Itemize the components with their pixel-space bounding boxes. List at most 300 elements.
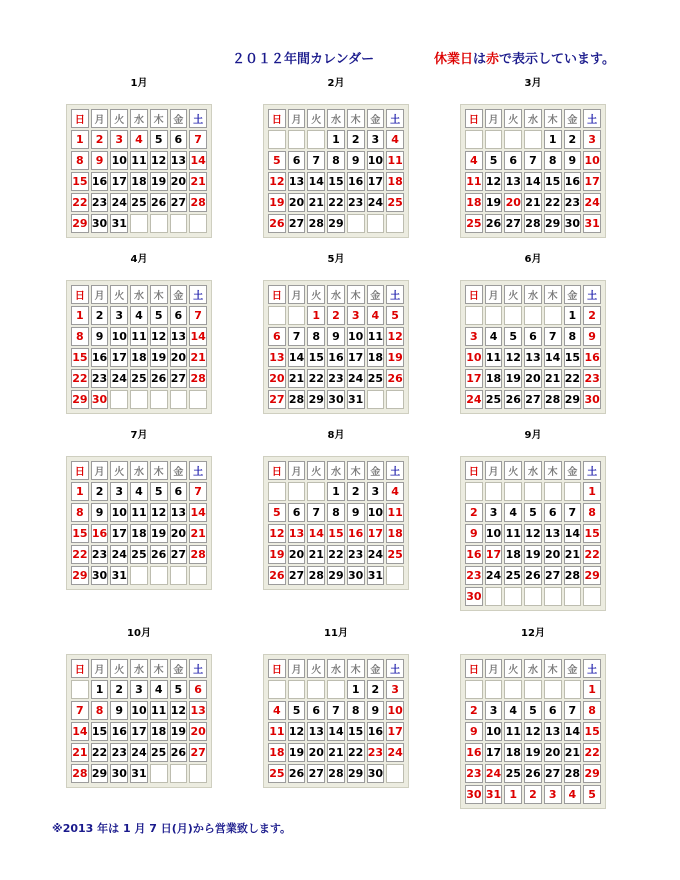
day-cell: 13 [170,327,188,346]
week-row [268,348,404,367]
day-cell: 26 [524,566,542,585]
day-cell: 17 [130,722,148,741]
day-cell: 26 [288,764,306,783]
weekday-header: 水 [327,109,345,128]
day-cell: 10 [485,524,503,543]
day-cell: 23 [347,545,365,564]
weekday-header: 火 [504,285,522,304]
weekday-header: 水 [524,659,542,678]
empty-day-cell [268,306,286,325]
day-cell: 22 [583,545,601,564]
weekday-header: 月 [288,659,306,678]
day-cell: 9 [367,701,385,720]
day-cell: 6 [288,503,306,522]
day-cell: 8 [71,151,89,170]
day-cell: 28 [189,193,207,212]
day-cell: 23 [583,369,601,388]
empty-day-cell [189,390,207,409]
day-cell: 13 [504,172,522,191]
weekday-header-row [465,285,601,304]
day-cell: 15 [71,524,89,543]
month-grid [266,657,406,785]
day-cell: 9 [91,151,109,170]
day-cell: 11 [130,151,148,170]
weekday-header: 水 [327,461,345,480]
month-label: 12月 [521,628,545,639]
weekday-header: 金 [564,461,582,480]
weekday-header: 木 [347,285,365,304]
week-row [268,369,404,388]
weekday-header: 日 [268,109,286,128]
weekday-header: 金 [170,109,188,128]
month-calendar [66,429,212,590]
day-cell: 22 [327,193,345,212]
day-cell: 3 [485,503,503,522]
day-cell: 19 [170,722,188,741]
day-cell: 4 [485,327,503,346]
weekday-header: 月 [91,659,109,678]
day-cell: 19 [485,193,503,212]
weekday-header: 月 [91,461,109,480]
day-cell: 6 [170,130,188,149]
day-cell: 23 [347,193,365,212]
week-row [71,327,207,346]
day-cell: 25 [130,369,148,388]
month-grid [463,283,603,411]
empty-day-cell [307,130,325,149]
month-grid-frame [460,280,606,414]
day-cell: 12 [150,327,168,346]
week-row [268,482,404,501]
weekday-header: 木 [544,461,562,480]
day-cell: 7 [189,130,207,149]
weekday-header: 月 [91,285,109,304]
day-cell: 30 [367,764,385,783]
day-cell: 22 [71,545,89,564]
week-row [268,130,404,149]
week-row [268,390,404,409]
day-cell: 18 [485,369,503,388]
day-cell: 21 [327,743,345,762]
day-cell: 13 [307,722,325,741]
day-cell: 25 [268,764,286,783]
day-cell: 17 [386,722,404,741]
empty-day-cell [367,390,385,409]
empty-day-cell [307,482,325,501]
empty-day-cell [485,130,503,149]
empty-day-cell [386,764,404,783]
empty-day-cell [288,680,306,699]
day-cell: 30 [91,390,109,409]
day-cell: 27 [524,390,542,409]
weekday-header-row [268,461,404,480]
weekday-header-row [71,109,207,128]
month-calendar [263,77,409,238]
weekday-header: 木 [347,659,365,678]
weekday-header: 水 [524,285,542,304]
day-cell: 28 [189,545,207,564]
day-cell: 15 [327,524,345,543]
day-cell: 18 [268,743,286,762]
day-cell: 6 [544,701,562,720]
day-cell: 4 [130,482,148,501]
day-cell: 18 [150,722,168,741]
empty-day-cell [268,482,286,501]
day-cell: 29 [327,566,345,585]
empty-day-cell [347,214,365,233]
day-cell: 27 [544,566,562,585]
month-label: 4月 [130,254,148,265]
month-grid-frame [263,456,409,590]
week-row [71,722,207,741]
day-cell: 2 [347,130,365,149]
weekday-header: 火 [307,461,325,480]
day-cell: 11 [504,524,522,543]
month-label: 5月 [327,254,345,265]
empty-day-cell [544,680,562,699]
day-cell: 25 [504,566,522,585]
weekday-header-row [71,659,207,678]
empty-day-cell [504,306,522,325]
weekday-header: 木 [150,285,168,304]
week-row [465,701,601,720]
week-row [71,214,207,233]
day-cell: 22 [347,743,365,762]
day-cell: 31 [130,764,148,783]
day-cell: 29 [71,566,89,585]
day-cell: 5 [524,503,542,522]
weekday-header-row [268,659,404,678]
weekday-header: 火 [110,659,128,678]
month-calendar [460,627,606,809]
weekday-header-row [268,109,404,128]
day-cell: 9 [91,327,109,346]
day-cell: 20 [189,722,207,741]
day-cell: 13 [288,172,306,191]
day-cell: 29 [544,214,562,233]
weekday-header: 土 [386,461,404,480]
day-cell: 31 [110,214,128,233]
day-cell: 5 [386,306,404,325]
day-cell: 5 [524,701,542,720]
day-cell: 25 [130,193,148,212]
day-cell: 13 [544,722,562,741]
day-cell: 29 [71,214,89,233]
day-cell: 3 [110,306,128,325]
calendar-title: ２０１２年間カレンダー [232,52,375,67]
empty-day-cell [465,306,483,325]
empty-day-cell [130,390,148,409]
weekday-header: 土 [189,461,207,480]
empty-day-cell [150,566,168,585]
day-cell: 8 [91,701,109,720]
day-cell: 6 [504,151,522,170]
day-cell: 13 [288,524,306,543]
empty-day-cell [465,130,483,149]
day-cell: 9 [91,503,109,522]
weekday-header: 火 [504,461,522,480]
weekday-header: 月 [91,109,109,128]
day-cell: 3 [386,680,404,699]
week-row [465,348,601,367]
day-cell: 10 [347,327,365,346]
day-cell: 13 [544,524,562,543]
day-cell: 2 [91,482,109,501]
day-cell: 16 [91,172,109,191]
day-cell: 2 [465,503,483,522]
day-cell: 31 [485,785,503,804]
empty-day-cell [504,130,522,149]
month-calendar [460,253,606,414]
week-row [71,151,207,170]
day-cell: 1 [71,130,89,149]
day-cell: 22 [544,193,562,212]
day-cell: 12 [268,524,286,543]
day-cell: 10 [485,722,503,741]
day-cell: 3 [130,680,148,699]
day-cell: 14 [189,327,207,346]
month-calendar [460,77,606,238]
day-cell: 2 [524,785,542,804]
day-cell: 7 [189,482,207,501]
day-cell: 18 [130,172,148,191]
weekday-header: 金 [170,461,188,480]
day-cell: 10 [130,701,148,720]
day-cell: 20 [524,369,542,388]
day-cell: 24 [583,193,601,212]
day-cell: 10 [110,327,128,346]
day-cell: 23 [91,193,109,212]
day-cell: 9 [327,327,345,346]
day-cell: 3 [110,130,128,149]
empty-day-cell [544,587,562,606]
day-cell: 5 [583,785,601,804]
day-cell: 5 [288,701,306,720]
empty-day-cell [485,587,503,606]
week-row [465,503,601,522]
weekday-header: 木 [150,109,168,128]
weekday-header: 日 [71,109,89,128]
day-cell: 18 [130,524,148,543]
day-cell: 11 [367,327,385,346]
day-cell: 5 [150,130,168,149]
day-cell: 18 [504,545,522,564]
day-cell: 18 [386,172,404,191]
day-cell: 4 [465,151,483,170]
day-cell: 22 [91,743,109,762]
month-grid [69,459,209,587]
day-cell: 4 [504,701,522,720]
month-calendar [66,627,212,788]
day-cell: 12 [504,348,522,367]
weekday-header: 木 [544,109,562,128]
day-cell: 16 [91,524,109,543]
day-cell: 3 [347,306,365,325]
week-row [465,566,601,585]
day-cell: 19 [288,743,306,762]
empty-day-cell [485,680,503,699]
day-cell: 19 [150,524,168,543]
day-cell: 15 [583,524,601,543]
day-cell: 4 [564,785,582,804]
day-cell: 4 [150,680,168,699]
day-cell: 14 [189,503,207,522]
day-cell: 25 [485,390,503,409]
day-cell: 22 [327,545,345,564]
empty-day-cell [564,587,582,606]
month-grid [463,107,603,235]
day-cell: 28 [544,390,562,409]
weekday-header: 日 [465,461,483,480]
day-cell: 6 [544,503,562,522]
empty-day-cell [485,306,503,325]
weekday-header: 土 [189,109,207,128]
day-cell: 15 [347,722,365,741]
day-cell: 17 [485,545,503,564]
weekday-header-row [71,461,207,480]
weekday-header: 日 [71,285,89,304]
day-cell: 2 [91,130,109,149]
day-cell: 8 [583,503,601,522]
week-row [71,172,207,191]
empty-day-cell [544,306,562,325]
week-row [71,390,207,409]
empty-day-cell [524,680,542,699]
day-cell: 13 [170,151,188,170]
day-cell: 31 [110,566,128,585]
day-cell: 25 [150,743,168,762]
month-grid-frame [460,104,606,238]
day-cell: 9 [583,327,601,346]
day-cell: 1 [583,482,601,501]
day-cell: 17 [583,172,601,191]
day-cell: 29 [91,764,109,783]
day-cell: 12 [485,172,503,191]
day-cell: 29 [71,390,89,409]
day-cell: 25 [130,545,148,564]
day-cell: 4 [268,701,286,720]
day-cell: 21 [71,743,89,762]
day-cell: 8 [544,151,562,170]
day-cell: 14 [327,722,345,741]
empty-day-cell [386,566,404,585]
month-grid-frame [263,280,409,414]
week-row [71,369,207,388]
month-calendar [263,429,409,590]
day-cell: 2 [583,306,601,325]
day-cell: 23 [465,566,483,585]
day-cell: 27 [288,214,306,233]
day-cell: 6 [524,327,542,346]
day-cell: 9 [465,524,483,543]
page-title [0,48,680,68]
day-cell: 30 [564,214,582,233]
day-cell: 27 [170,369,188,388]
day-cell: 16 [327,348,345,367]
day-cell: 27 [307,764,325,783]
month-calendar [66,253,212,414]
day-cell: 14 [71,722,89,741]
month-grid [69,657,209,785]
day-cell: 5 [485,151,503,170]
month-label: 7月 [130,430,148,441]
day-cell: 26 [150,193,168,212]
month-label: 8月 [327,430,345,441]
day-cell: 9 [347,503,365,522]
day-cell: 5 [150,482,168,501]
day-cell: 25 [367,369,385,388]
week-row [71,306,207,325]
weekday-header: 金 [367,285,385,304]
empty-day-cell [170,214,188,233]
weekday-header: 木 [150,461,168,480]
empty-day-cell [189,214,207,233]
day-cell: 23 [367,743,385,762]
month-label: 6月 [524,254,542,265]
week-row [268,545,404,564]
day-cell: 9 [564,151,582,170]
day-cell: 4 [130,306,148,325]
day-cell: 30 [110,764,128,783]
day-cell: 1 [347,680,365,699]
weekday-header: 月 [485,659,503,678]
day-cell: 1 [71,482,89,501]
day-cell: 21 [307,545,325,564]
day-cell: 28 [564,566,582,585]
day-cell: 4 [367,306,385,325]
week-row [465,482,601,501]
week-row [465,680,601,699]
day-cell: 7 [307,151,325,170]
day-cell: 21 [564,545,582,564]
day-cell: 21 [564,743,582,762]
day-cell: 8 [327,151,345,170]
day-cell: 30 [465,785,483,804]
day-cell: 26 [150,369,168,388]
day-cell: 22 [307,369,325,388]
empty-day-cell [268,130,286,149]
weekday-header: 日 [268,659,286,678]
month-calendar [460,429,606,611]
week-row [465,545,601,564]
day-cell: 6 [170,306,188,325]
day-cell: 2 [327,306,345,325]
day-cell: 10 [367,151,385,170]
week-row [71,130,207,149]
day-cell: 1 [71,306,89,325]
week-row [465,172,601,191]
day-cell: 12 [170,701,188,720]
week-row [71,482,207,501]
day-cell: 27 [170,193,188,212]
day-cell: 12 [524,722,542,741]
day-cell: 2 [110,680,128,699]
weekday-header: 木 [544,659,562,678]
day-cell: 19 [386,348,404,367]
holiday-note: 休業日は赤で表示しています。 [434,52,616,67]
day-cell: 6 [170,482,188,501]
day-cell: 23 [465,764,483,783]
week-row [268,743,404,762]
day-cell: 10 [367,503,385,522]
empty-day-cell [327,680,345,699]
day-cell: 30 [91,214,109,233]
day-cell: 21 [189,524,207,543]
day-cell: 7 [189,306,207,325]
day-cell: 26 [268,566,286,585]
day-cell: 24 [485,566,503,585]
day-cell: 24 [110,369,128,388]
